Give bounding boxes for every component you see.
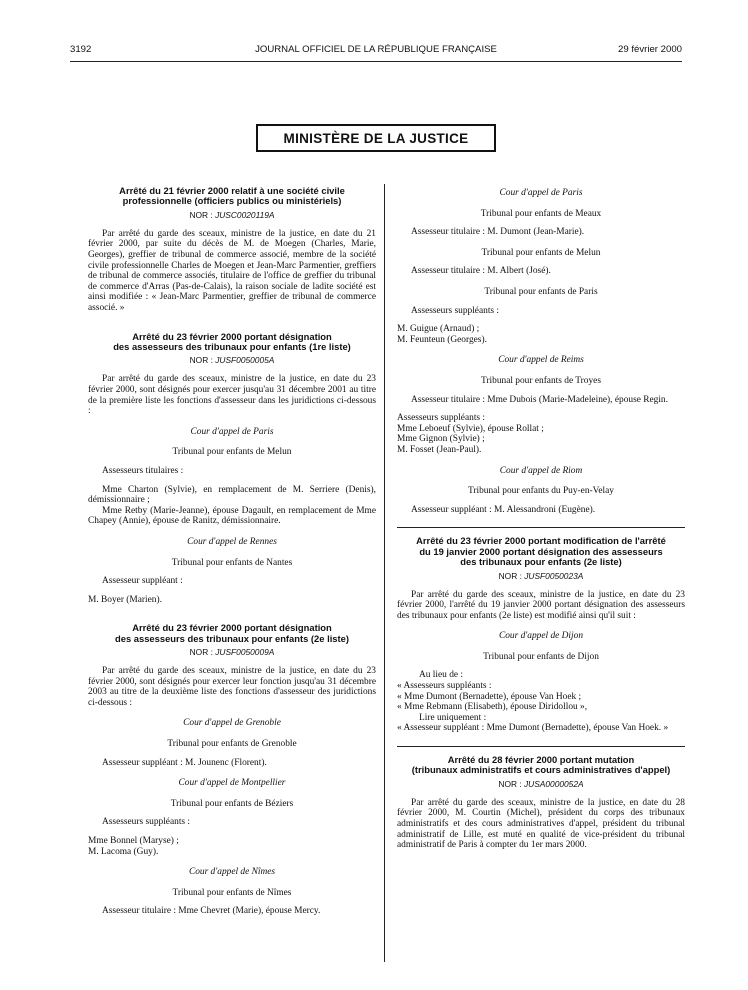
list-line: Lire uniquement : xyxy=(419,712,487,723)
list-line: Assesseur titulaire : Mme Chevret (Marie), épouse Mercy. xyxy=(102,906,321,917)
tribunal-heading: Tribunal pour enfants de Nîmes xyxy=(172,887,292,898)
header-rule xyxy=(70,61,682,62)
court-heading: Cour d'appel de Paris xyxy=(499,188,583,198)
decree-title: des tribunaux pour enfants (2e liste) xyxy=(460,556,622,568)
ministry-box xyxy=(256,124,496,152)
nor-reference xyxy=(397,779,685,789)
list-line: Mme Bonnel (Maryse) ; xyxy=(88,836,179,847)
decree-2 xyxy=(88,332,376,606)
decree-text: Par arrêté du garde des sceaux, ministre de la justice, en date du 21 février 2000, par suite du décès de M. de Moegen (Charles, Marie, Georges), greffier de tribunal de commerce associé, membre de la société civile professionnelle Charles de Moegen et Jean-Marc Parmentier, greffiers de tribunal de commerce associés, titulaire de l'office de greffier du tribunal de commerce d'Arras (Pas-de-Calais), la raison sociale de ladite société est ainsi modifiée : « Jean-Marc Parmentier, greffier de tribunal de commerce associé. » xyxy=(88,228,376,313)
list-line: Assesseur titulaire : M. Dumont (Jean-Marie). xyxy=(411,227,585,238)
issue-date: 29 février 2000 xyxy=(618,44,682,55)
ministry-title: MINISTÈRE DE LA JUSTICE xyxy=(283,130,469,146)
court-heading: Cour d'appel de Reims xyxy=(498,355,584,366)
list-line: M. Fosset (Jean-Paul). xyxy=(397,444,482,455)
nor-label: NOR : xyxy=(189,647,216,658)
list-line: M. Guigue (Arnaud) ; xyxy=(397,324,480,335)
tribunal-heading: Tribunal pour enfants de Paris xyxy=(484,286,598,297)
nor-reference xyxy=(88,647,376,657)
decree-5 xyxy=(397,755,685,851)
decree-4 xyxy=(397,536,685,734)
list-line: Mme Gignon (Sylvie) ; xyxy=(397,434,485,445)
decree-title: des assesseurs des tribunaux pour enfants (2e liste) xyxy=(115,632,349,644)
court-heading: Cour d'appel de Grenoble xyxy=(183,718,281,729)
list-line: Assesseur suppléant : M. Alessandroni (Eugène). xyxy=(411,504,596,515)
tribunal-heading: Tribunal pour enfants de Troyes xyxy=(481,375,601,386)
list-line: Assesseurs suppléants : xyxy=(411,305,500,316)
court-heading: Cour d'appel de Montpellier xyxy=(178,778,286,789)
decree-title: des assesseurs des tribunaux pour enfants (1re liste) xyxy=(113,340,351,352)
list-line: Assesseurs suppléants : xyxy=(102,817,191,828)
right-column xyxy=(397,186,685,851)
list-line: Mme Charton (Sylvie), en remplacement de M. Serriere (Denis), démissionnaire ; xyxy=(88,484,376,506)
nor-code: JUSC0020119A xyxy=(215,209,275,220)
decree-title: Arrêté du 28 février 2000 portant mutation xyxy=(447,754,635,766)
tribunal-heading: Tribunal pour enfants de Melun xyxy=(172,447,292,458)
list-line: M. Lacoma (Guy). xyxy=(88,846,159,857)
list-line: Assesseur suppléant : xyxy=(102,576,183,587)
tribunal-heading: Tribunal pour enfants de Béziers xyxy=(170,798,294,809)
list-line: « Mme Rebmann (Elisabeth), épouse Diridollou », xyxy=(397,702,588,713)
list-line: « Assesseurs suppléants : xyxy=(397,681,492,692)
tribunal-heading: Tribunal pour enfants du Puy-en-Velay xyxy=(468,486,614,497)
decree-title: Arrêté du 21 février 2000 relatif à une société civile xyxy=(119,185,345,196)
tribunal-heading: Tribunal pour enfants de Melun xyxy=(481,247,601,258)
list-line: Assesseur titulaire : Mme Dubois (Marie-Madeleine), épouse Regin. xyxy=(411,394,668,405)
nor-code: JUSA0000052A xyxy=(523,778,584,789)
decree-title: professionnelle (officiers publics ou ministériels) xyxy=(122,195,342,207)
decree-1 xyxy=(88,186,376,314)
court-heading: Cour d'appel de Dijon xyxy=(498,631,584,642)
decree-title: du 19 janvier 2000 portant désignation des assesseurs xyxy=(419,545,663,557)
decree-text: Par arrêté du garde des sceaux, ministre de la justice, en date du 23 février 2000, sont désignés pour exercer leur fonction jusqu'au 31 décembre 2003 au titre de la deuxième liste des fonctions d'assesseur des juridictions ci-dessous : xyxy=(88,666,376,708)
list-line: « Mme Dumont (Bernadette), épouse Van Hoek ; xyxy=(397,691,582,702)
list-line: « Assesseur suppléant : Mme Dumont (Bernadette), épouse Van Hoek. » xyxy=(397,723,669,734)
decree-text: Par arrêté du garde des sceaux, ministre de la justice, en date du 23 février 2000, sont désignés pour exercer jusqu'au 31 décembre 2001 au titre de la première liste les fonctions d'assesseur dans les juridictions ci-dessous : xyxy=(88,374,376,417)
column-divider xyxy=(384,184,385,962)
nor-label: NOR : xyxy=(189,355,216,366)
list-line: Assesseurs titulaires : xyxy=(102,465,184,476)
tribunal-heading: Tribunal pour enfants de Grenoble xyxy=(167,739,297,750)
nor-reference xyxy=(397,571,685,581)
court-heading: Cour d'appel de Paris xyxy=(190,426,274,437)
list-line: Mme Leboeuf (Sylvie), épouse Rollat ; xyxy=(397,423,544,434)
decree-title: Arrêté du 23 février 2000 portant modification de l'arrêté xyxy=(416,535,666,547)
page-number: 3192 xyxy=(70,44,92,55)
list-line: Assesseur suppléant : M. Jounenc (Florent). xyxy=(102,757,267,768)
nor-label: NOR : xyxy=(189,209,216,220)
list-line: Au lieu de : xyxy=(419,670,464,681)
tribunal-heading: Tribunal pour enfants de Dijon xyxy=(483,651,599,662)
court-heading: Cour d'appel de Riom xyxy=(499,465,583,476)
nor-code: JUSF0050005A xyxy=(215,355,275,366)
list-line: M. Feunteun (Georges). xyxy=(397,334,487,345)
nor-label: NOR : xyxy=(498,778,524,789)
nor-code: JUSF0050023A xyxy=(524,570,584,581)
nor-reference xyxy=(88,210,376,220)
tribunal-heading: Tribunal pour enfants de Meaux xyxy=(480,208,602,219)
tribunal-heading: Tribunal pour enfants de Nantes xyxy=(171,557,293,568)
nor-label: NOR : xyxy=(498,570,525,581)
section-rule xyxy=(397,527,685,528)
list-line: Mme Retby (Marie-Jeanne), épouse Dagault, en remplacement de Mme Chapey (Annie), épouse de Ranitz, démissionnaire. xyxy=(88,505,376,527)
list-line: Assesseur titulaire : M. Albert (José). xyxy=(411,266,551,277)
nor-reference xyxy=(88,355,376,365)
nor-code: JUSF0050009A xyxy=(215,647,275,658)
section-rule xyxy=(397,746,685,747)
decree-text: Par arrêté du garde des sceaux, ministre de la justice, en date du 28 février 2000, M. Courtin (Michel), président du corps des tribunaux administratifs et des cours administratives d'appel, président du tribunal administratif de Lille, est muté en qualité de vice-président du tribunal administratif de Paris à compter du 1er mars 2000. xyxy=(397,797,685,851)
list-line: Assesseurs suppléants : xyxy=(397,413,486,424)
court-heading: Cour d'appel de Nîmes xyxy=(188,867,276,878)
journal-title: JOURNAL OFFICIEL DE LA RÉPUBLIQUE FRANÇAISE xyxy=(255,44,497,55)
left-column xyxy=(88,186,376,917)
list-line: M. Boyer (Marien). xyxy=(88,594,162,605)
decree-title: (tribunaux administratifs et cours administratives d'appel) xyxy=(411,764,671,776)
decree-title: Arrêté du 23 février 2000 portant désignation xyxy=(132,622,332,634)
decree-title: Arrêté du 23 février 2000 portant désignation xyxy=(132,330,332,342)
decree-text: Par arrêté du garde des sceaux, ministre de la justice, en date du 23 février 2000, l'arrêté du 19 janvier 2000 portant désignation des assesseurs des tribunaux pour enfants (2e liste) est modifié ainsi qu'il suit : xyxy=(397,589,685,621)
page-header xyxy=(70,44,682,60)
court-heading: Cour d'appel de Rennes xyxy=(187,536,277,547)
decree-3 xyxy=(88,623,376,917)
